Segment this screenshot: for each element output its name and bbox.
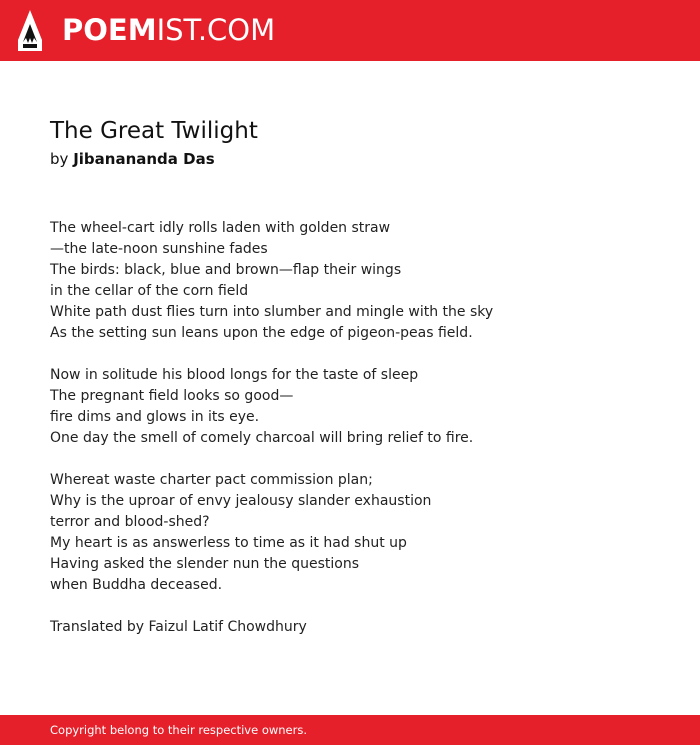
stanza-2: [50, 365, 493, 449]
poem-byline: [50, 148, 215, 170]
stanza-1: [50, 218, 493, 344]
copyright-text: Copyright belong to their respective owners.: [50, 723, 308, 737]
poem-line: One day the smell of comely charcoal will bring relief to fire.: [50, 430, 474, 446]
poem-line: The pregnant field looks so good—: [50, 388, 294, 404]
poem-line: Having asked the slender nun the questions: [50, 556, 359, 572]
poem-line: Now in solitude his blood longs for the taste of sleep: [50, 367, 419, 383]
by-label: by: [50, 150, 69, 168]
poem-line: Why is the uproar of envy jealousy slander exhaustion: [50, 493, 432, 509]
poem-line: in the cellar of the corn field: [50, 283, 249, 299]
pencil-logo-icon[interactable]: [18, 10, 42, 51]
site-header: [0, 0, 700, 61]
site-footer: [0, 715, 700, 745]
poem-line: As the setting sun leans upon the edge of pigeon-peas field.: [50, 325, 473, 341]
logo-text-bold: POEM: [62, 13, 157, 47]
poem-line: —the late-noon sunshine fades: [50, 241, 268, 257]
poem-author: Jibanananda Das: [73, 150, 215, 168]
poem-line: My heart is as answerless to time as it had shut up: [50, 535, 407, 551]
poem-line: fire dims and glows in its eye.: [50, 409, 260, 425]
poem-line: when Buddha deceased.: [50, 577, 223, 593]
translator-credit: Translated by Faizul Latif Chowdhury: [50, 619, 307, 635]
stanza-3: [50, 470, 493, 596]
poem-line: The birds: black, blue and brown—flap their wings: [50, 262, 402, 278]
poem-line: White path dust flies turn into slumber and mingle with the sky: [50, 304, 494, 320]
poem-line: terror and blood-shed?: [50, 514, 210, 530]
poem-body: [50, 218, 493, 638]
poem-line: Whereat waste charter pact commission plan;: [50, 472, 373, 488]
poem-title: The Great Twilight: [50, 118, 258, 144]
poem-line: The wheel-cart idly rolls laden with golden straw: [50, 220, 391, 236]
logo-text-light: IST.COM: [156, 13, 276, 47]
site-logo[interactable]: [62, 12, 275, 48]
